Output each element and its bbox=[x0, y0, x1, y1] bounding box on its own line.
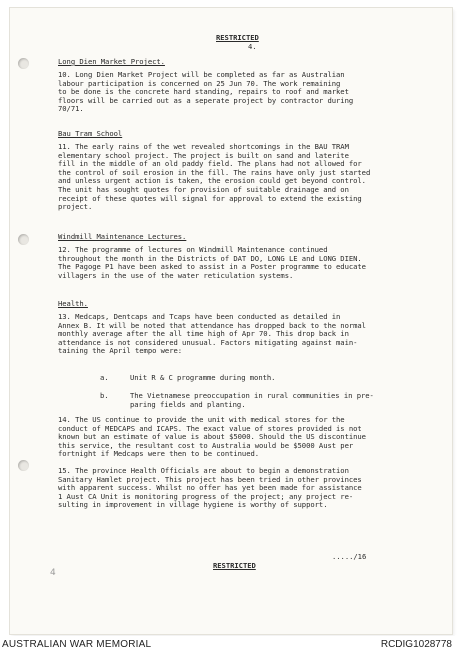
paragraph-line: conduct of MEDCAPS and ICAPS. The exact value of stores provided is not bbox=[58, 423, 362, 433]
punch-hole bbox=[18, 58, 29, 69]
paragraph-line: fill in the middle of an old paddy field. The plans had not allowed for bbox=[58, 159, 362, 169]
paragraph-line: throughout the month in the Districts of DAT DO, LONG LE and LONG DIEN. bbox=[58, 253, 362, 263]
paragraph-line: and unless urgent action is taken, the erosion could get beyond control. bbox=[58, 176, 366, 186]
pencil-mark: 4 bbox=[50, 568, 56, 578]
list-item-line: Unit R & C programme during month. bbox=[130, 373, 276, 382]
paragraph-line: sulting in improvement in village hygiene is worthy of support. bbox=[58, 500, 328, 510]
classification-bottom: RESTRICTED bbox=[213, 561, 256, 570]
paragraph-line: fortnight if Medcaps were then to be continued. bbox=[58, 449, 260, 459]
punch-hole bbox=[18, 234, 29, 245]
paragraph-line: the control of soil erosion in the fill. The rains have only just started bbox=[58, 167, 371, 177]
paragraph-line: 14. The US continue to provide the unit with medical stores for the bbox=[58, 415, 345, 424]
archive-reference: RCDIG1028778 bbox=[380, 639, 452, 650]
paragraph-line: monthly average after the all time high of Apr 70. This drop back in bbox=[58, 329, 349, 339]
classification-top: RESTRICTED bbox=[216, 33, 259, 42]
paragraph-line: Annex B. It will be noted that attendance has dropped back to the normal bbox=[58, 320, 366, 330]
list-item-line: paring fields and planting. bbox=[130, 399, 246, 409]
document-page bbox=[10, 8, 452, 634]
page-number: 4. bbox=[248, 42, 257, 51]
paragraph-line: floors will be carried out as a seperate project by contractor during bbox=[58, 95, 354, 105]
section-heading: Health. bbox=[58, 299, 88, 308]
paragraph-line: 12. The programme of lectures on Windmill Maintenance continued bbox=[58, 245, 328, 254]
paragraph-line: 11. The early rains of the wet revealed shortcomings in the BAU TRAM bbox=[58, 142, 349, 151]
paragraph-line: this service, the resultant cost to Australia would be $5000 Aust per bbox=[58, 440, 354, 450]
paragraph-line: known but an estimate of value is about $5000. Should the US discontinue bbox=[58, 432, 366, 442]
paragraph-line: with apparent success. Whilst no offer has yet been made for assistance bbox=[58, 483, 362, 493]
list-item-line: The Vietnamese preoccupation in rural communities in pre- bbox=[130, 391, 374, 400]
archive-footer bbox=[0, 636, 458, 654]
paragraph-line: receipt of these quotes will signal for approval to extend the existing bbox=[58, 193, 362, 203]
paragraph-line: labour participation is concerned on 25 Jun 70. The work remaining bbox=[58, 78, 341, 88]
paragraph-line: to be done is the concrete hard standing, repairs to roof and market bbox=[58, 87, 349, 97]
paragraph-line: The Pagoge P1 have been asked to assist in a Poster programme to educate bbox=[58, 262, 366, 272]
continuation-mark: ...../16 bbox=[332, 552, 367, 561]
paragraph-line: project. bbox=[58, 202, 93, 212]
list-letter: a. bbox=[100, 373, 109, 382]
paragraph-line: 13. Medcaps, Dentcaps and Tcaps have been conducted as detailed in bbox=[58, 312, 341, 321]
paragraph-line: attendance is not considered unusual. Factors mitigating against main- bbox=[58, 337, 358, 347]
paragraph-line: The unit has sought quotes for provision of suitable drainage and on bbox=[58, 185, 349, 194]
punch-hole bbox=[18, 460, 29, 471]
paragraph-line: Sanitary Hamlet project. This project has been tried in other provinces bbox=[58, 474, 362, 484]
list-letter: b. bbox=[100, 391, 109, 400]
archive-name: AUSTRALIAN WAR MEMORIAL bbox=[2, 639, 152, 650]
paragraph-line: elementary school project. The project is built on sand and laterite bbox=[58, 150, 349, 160]
paragraph-line: 70/71. bbox=[58, 104, 84, 114]
section-heading: Bau Tram School bbox=[58, 129, 123, 138]
paragraph-line: villagers in the use of the water reticulation systems. bbox=[58, 270, 294, 280]
paragraph-line: 1 Aust CA Unit is monitoring progress of the project; any project re- bbox=[58, 491, 354, 501]
section-heading: Windmill Maintenance Lectures. bbox=[58, 232, 187, 241]
paragraph-line: taining the April tempo were: bbox=[58, 346, 183, 356]
paragraph-line: 15. The province Health Officials are about to begin a demonstration bbox=[58, 466, 349, 475]
section-heading: Long Dien Market Project. bbox=[58, 57, 165, 66]
paragraph-line: 10. Long Dien Market Project will be completed as far as Australian bbox=[58, 70, 345, 79]
